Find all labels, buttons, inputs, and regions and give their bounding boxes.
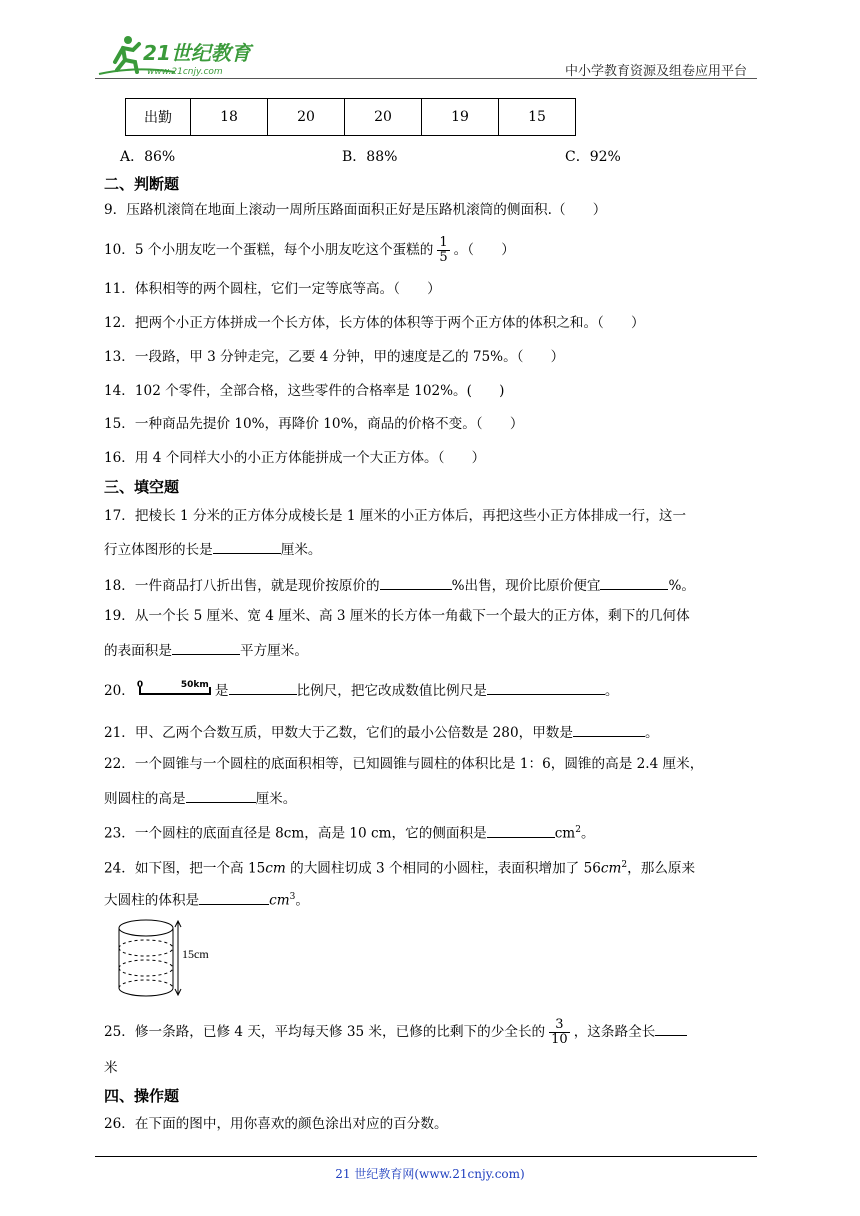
cylinder-figure <box>112 914 232 1004</box>
attendance-table <box>125 98 576 136</box>
platform-tagline: 中小学教育资源及组卷应用平台 <box>565 64 748 79</box>
answer-blank[interactable] <box>655 1020 687 1036</box>
text: 平方厘米。 <box>239 643 308 659</box>
text: %。 <box>668 578 695 594</box>
text: 则圆柱的高是 <box>104 791 186 807</box>
logo-url: www.21cnjy.com <box>147 67 223 77</box>
table-row <box>126 99 576 136</box>
line-scale-figure <box>135 681 215 701</box>
answer-blank[interactable] <box>487 822 555 838</box>
fraction-denominator: 5 <box>439 250 448 265</box>
question-17-line1: 17．把棱长 1 分米的正方体分成棱长是 1 厘米的小正方体后，再把这些小正方体排成一行，这一 <box>104 508 687 524</box>
text: 21．甲、乙两个合数互质，甲数大于乙数，它们的最小公倍数是 280，甲数是 <box>104 725 573 741</box>
unit-text: cm <box>600 860 622 877</box>
question-24-line1 <box>104 855 695 879</box>
text: 。 <box>580 825 595 842</box>
question-17-line2 <box>104 538 322 560</box>
question-21 <box>104 721 659 743</box>
text: ，那么原来 <box>627 860 696 877</box>
question-10-tail: 。（ ） <box>453 242 515 258</box>
question-20 <box>104 679 618 701</box>
answer-blank[interactable] <box>487 679 605 695</box>
unit-text: cm <box>269 892 290 909</box>
question-22-line2 <box>104 787 296 809</box>
question-12: 12．把两个小正方体拼成一个长方体，长方体的体积等于两个正方体的体积之和。（ ） <box>104 315 645 331</box>
question-22-line1: 22．一个圆锥与一个圆柱的底面积相等，已知圆锥与圆柱的体积比是 1：6，圆锥的高是 2.4 厘米， <box>104 756 704 772</box>
table-cell: 15 <box>499 99 576 136</box>
answer-blank[interactable] <box>186 787 256 803</box>
section-title-fill-blank: 三、填空题 <box>104 478 180 496</box>
text: 。 <box>604 683 619 699</box>
text: 厘米。 <box>255 791 297 807</box>
text: 。 <box>644 725 659 741</box>
text: 20． <box>104 683 135 699</box>
fraction <box>549 1018 570 1047</box>
fraction <box>437 236 449 265</box>
question-25 <box>104 1018 687 1047</box>
question-25-line2: 米 <box>104 1060 118 1076</box>
option-b: B．88% <box>342 149 398 165</box>
answer-blank[interactable] <box>213 538 281 554</box>
unit-text: cm <box>554 825 576 842</box>
question-9: 9．压路机滚筒在地面上滚动一周所压路面面积正好是压路机滚筒的侧面积.（ ） <box>104 202 607 218</box>
scale-bar <box>139 687 211 695</box>
text: 23．一个圆柱的底面直径是 8cm，高是 10 cm，它的侧面积是 <box>104 825 487 842</box>
text: 18．一件商品打八折出售，就是现价按原价的 <box>104 578 380 594</box>
question-11: 11．体积相等的两个圆柱，它们一定等底等高。（ ） <box>104 281 441 297</box>
question-24-line2 <box>104 887 309 911</box>
fraction-numerator: 1 <box>439 235 448 250</box>
question-15: 15．一种商品先提价 10%，再降价 10%，商品的价格不变。（ ） <box>104 416 524 432</box>
table-cell: 20 <box>345 99 422 136</box>
text: 大圆柱的体积是 <box>104 892 200 909</box>
text: 是 <box>214 683 229 699</box>
table-cell: 19 <box>422 99 499 136</box>
fraction-numerator: 3 <box>549 1018 570 1033</box>
text: 。 <box>295 892 309 909</box>
question-19-line2 <box>104 639 308 661</box>
answer-blank[interactable] <box>172 639 240 655</box>
site-logo <box>95 32 265 80</box>
question-16: 16．用 4 个同样大小的小正方体能拼成一个大正方体。（ ） <box>104 450 486 466</box>
height-label: 15cm <box>182 947 209 961</box>
section-title-judgement: 二、判断题 <box>104 175 180 193</box>
superscript: 2 <box>621 860 628 870</box>
question-10-text: 10．5 个小朋友吃一个蛋糕，每个小朋友吃这个蛋糕的 <box>104 242 434 258</box>
table-cell: 出勤 <box>126 99 191 136</box>
question-26: 26．在下面的图中，用你喜欢的颜色涂出对应的百分数。 <box>104 1116 448 1132</box>
question-13: 13．一段路，甲 3 分钟走完，乙要 4 分钟，甲的速度是乙的 75%。（ ） <box>104 349 565 365</box>
text: 比例尺，把它改成数值比例尺是 <box>296 683 487 699</box>
scale-zero-label: 0 <box>136 680 144 690</box>
answer-blank[interactable] <box>573 721 645 737</box>
answer-blank[interactable] <box>380 574 452 590</box>
table-cell: 18 <box>191 99 268 136</box>
option-c: C．92% <box>565 149 621 165</box>
footer-text: 21 世纪教育网(www.21cnjy.com) <box>335 1167 525 1181</box>
text: %出售，现价比原价便宜 <box>451 578 601 594</box>
answer-blank[interactable] <box>229 679 297 695</box>
text: ，这条路全长 <box>573 1024 656 1040</box>
text: 的表面积是 <box>104 643 172 659</box>
text: 行立体图形的长是 <box>104 542 213 558</box>
question-19-line1: 19．从一个长 5 厘米、宽 4 厘米、高 3 厘米的长方体一角截下一个最大的正方体，剩下的几何体 <box>104 608 690 624</box>
text: 24．如下图，把一个高 15 <box>104 860 266 877</box>
unit-text: cm <box>265 860 286 877</box>
superscript: 3 <box>289 892 296 902</box>
fraction-denominator: 10 <box>551 1032 568 1047</box>
question-14: 14．102 个零件，全部合格，这些零件的合格率是 102%。( ) <box>104 383 505 399</box>
question-23 <box>104 820 595 844</box>
header-divider <box>95 78 757 79</box>
section-title-operation: 四、操作题 <box>104 1087 180 1105</box>
logo-text: 21世纪教育 <box>143 41 251 65</box>
option-a: A．86% <box>120 149 176 165</box>
footer-divider <box>95 1156 757 1157</box>
question-18 <box>104 574 695 596</box>
superscript: 2 <box>575 825 581 835</box>
answer-blank[interactable] <box>600 574 668 590</box>
answer-blank[interactable] <box>199 889 269 905</box>
scale-50km-label: 50km <box>180 680 209 690</box>
text: 厘米。 <box>280 542 322 558</box>
question-10 <box>104 236 515 265</box>
text: 的大圆柱切成 3 个相同的小圆柱，表面积增加了 56 <box>285 860 601 877</box>
text: 25．修一条路，已修 4 天，平均每天修 35 米，已修的比剩下的少全长的 <box>104 1024 546 1040</box>
table-cell: 20 <box>268 99 345 136</box>
